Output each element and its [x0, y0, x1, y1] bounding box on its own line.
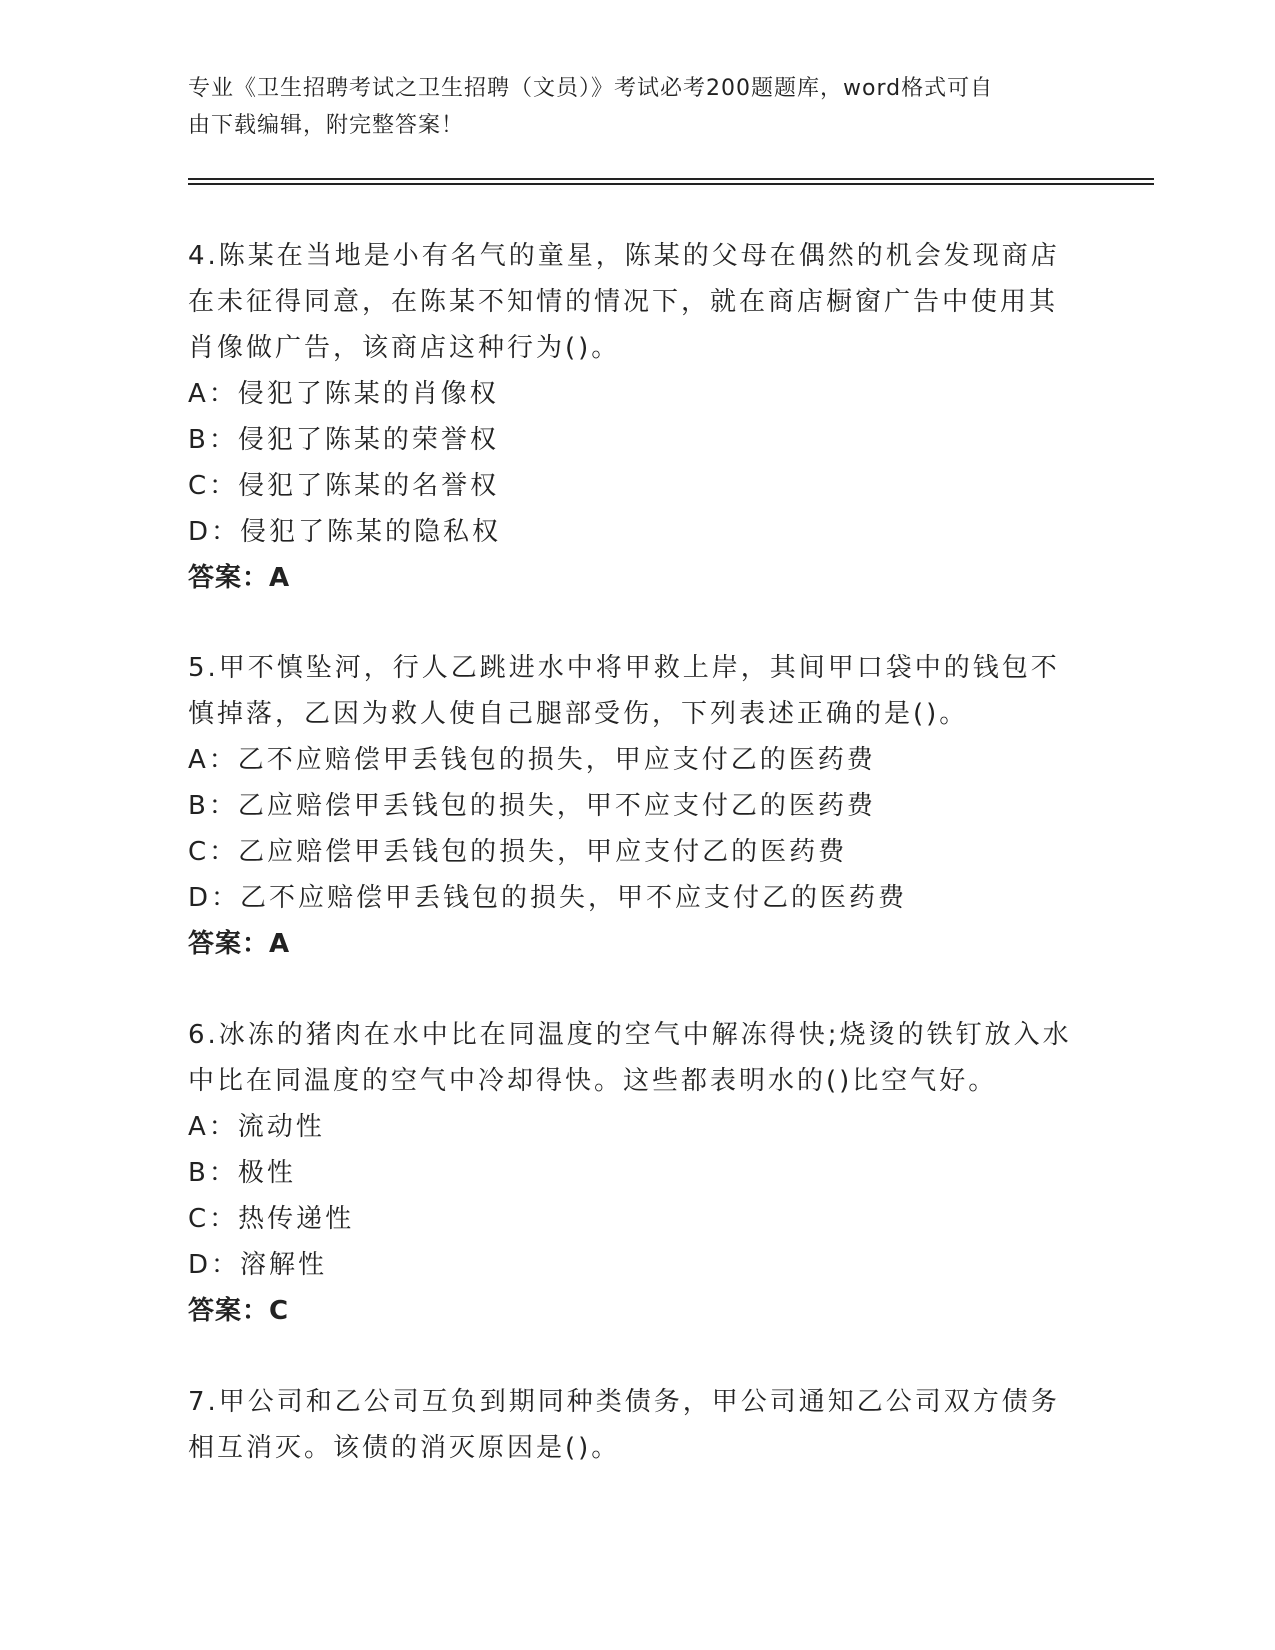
- header-divider-top: [188, 178, 1154, 180]
- option-b: B：侵犯了陈某的荣誉权: [188, 425, 499, 455]
- answer: 答案：A: [188, 929, 291, 959]
- option-a: A：乙不应赔偿甲丢钱包的损失，甲应支付乙的医药费: [188, 745, 876, 775]
- answer: 答案：C: [188, 1296, 290, 1326]
- option-c: C：侵犯了陈某的名誉权: [188, 471, 500, 501]
- question-4: [188, 233, 1078, 601]
- option-d: D：侵犯了陈某的隐私权: [188, 517, 502, 547]
- answer: 答案：A: [188, 563, 291, 593]
- option-b: B：极性: [188, 1158, 296, 1188]
- document-header: [188, 70, 1068, 144]
- option-a: A：侵犯了陈某的肖像权: [188, 379, 499, 409]
- header-divider-bottom: [188, 183, 1154, 185]
- option-c: C：乙应赔偿甲丢钱包的损失，甲应支付乙的医药费: [188, 837, 848, 867]
- question-stem: 4.陈某在当地是小有名气的童星，陈某的父母在偶然的机会发现商店在未征得同意，在陈某不知情的情况下，就在商店橱窗广告中使用其肖像做广告，该商店这种行为()。: [188, 241, 1060, 363]
- option-a: A：流动性: [188, 1112, 325, 1142]
- option-b: B：乙应赔偿甲丢钱包的损失，甲不应支付乙的医药费: [188, 791, 876, 821]
- question-7: [188, 1379, 1078, 1471]
- option-c: C：热传递性: [188, 1204, 355, 1234]
- header-line-2: 由下载编辑，附完整答案！: [188, 113, 465, 138]
- question-5: [188, 645, 1078, 967]
- header-line-1: 专业《卫生招聘考试之卫生招聘（文员）》考试必考200题题库，word格式可自: [188, 76, 994, 101]
- question-stem: 7.甲公司和乙公司互负到期同种类债务，甲公司通知乙公司双方债务相互消灭。该债的消灭原因是()。: [188, 1387, 1060, 1463]
- question-stem: 5.甲不慎坠河，行人乙跳进水中将甲救上岸，其间甲口袋中的钱包不慎掉落，乙因为救人使自己腿部受伤，下列表述正确的是()。: [188, 653, 1060, 729]
- question-6: [188, 1012, 1078, 1334]
- option-d: D：溶解性: [188, 1250, 328, 1280]
- question-stem: 6.冰冻的猪肉在水中比在同温度的空气中解冻得快;烧烫的铁钉放入水中比在同温度的空气中冷却得快。这些都表明水的()比空气好。: [188, 1020, 1072, 1096]
- option-d: D：乙不应赔偿甲丢钱包的损失，甲不应支付乙的医药费: [188, 883, 908, 913]
